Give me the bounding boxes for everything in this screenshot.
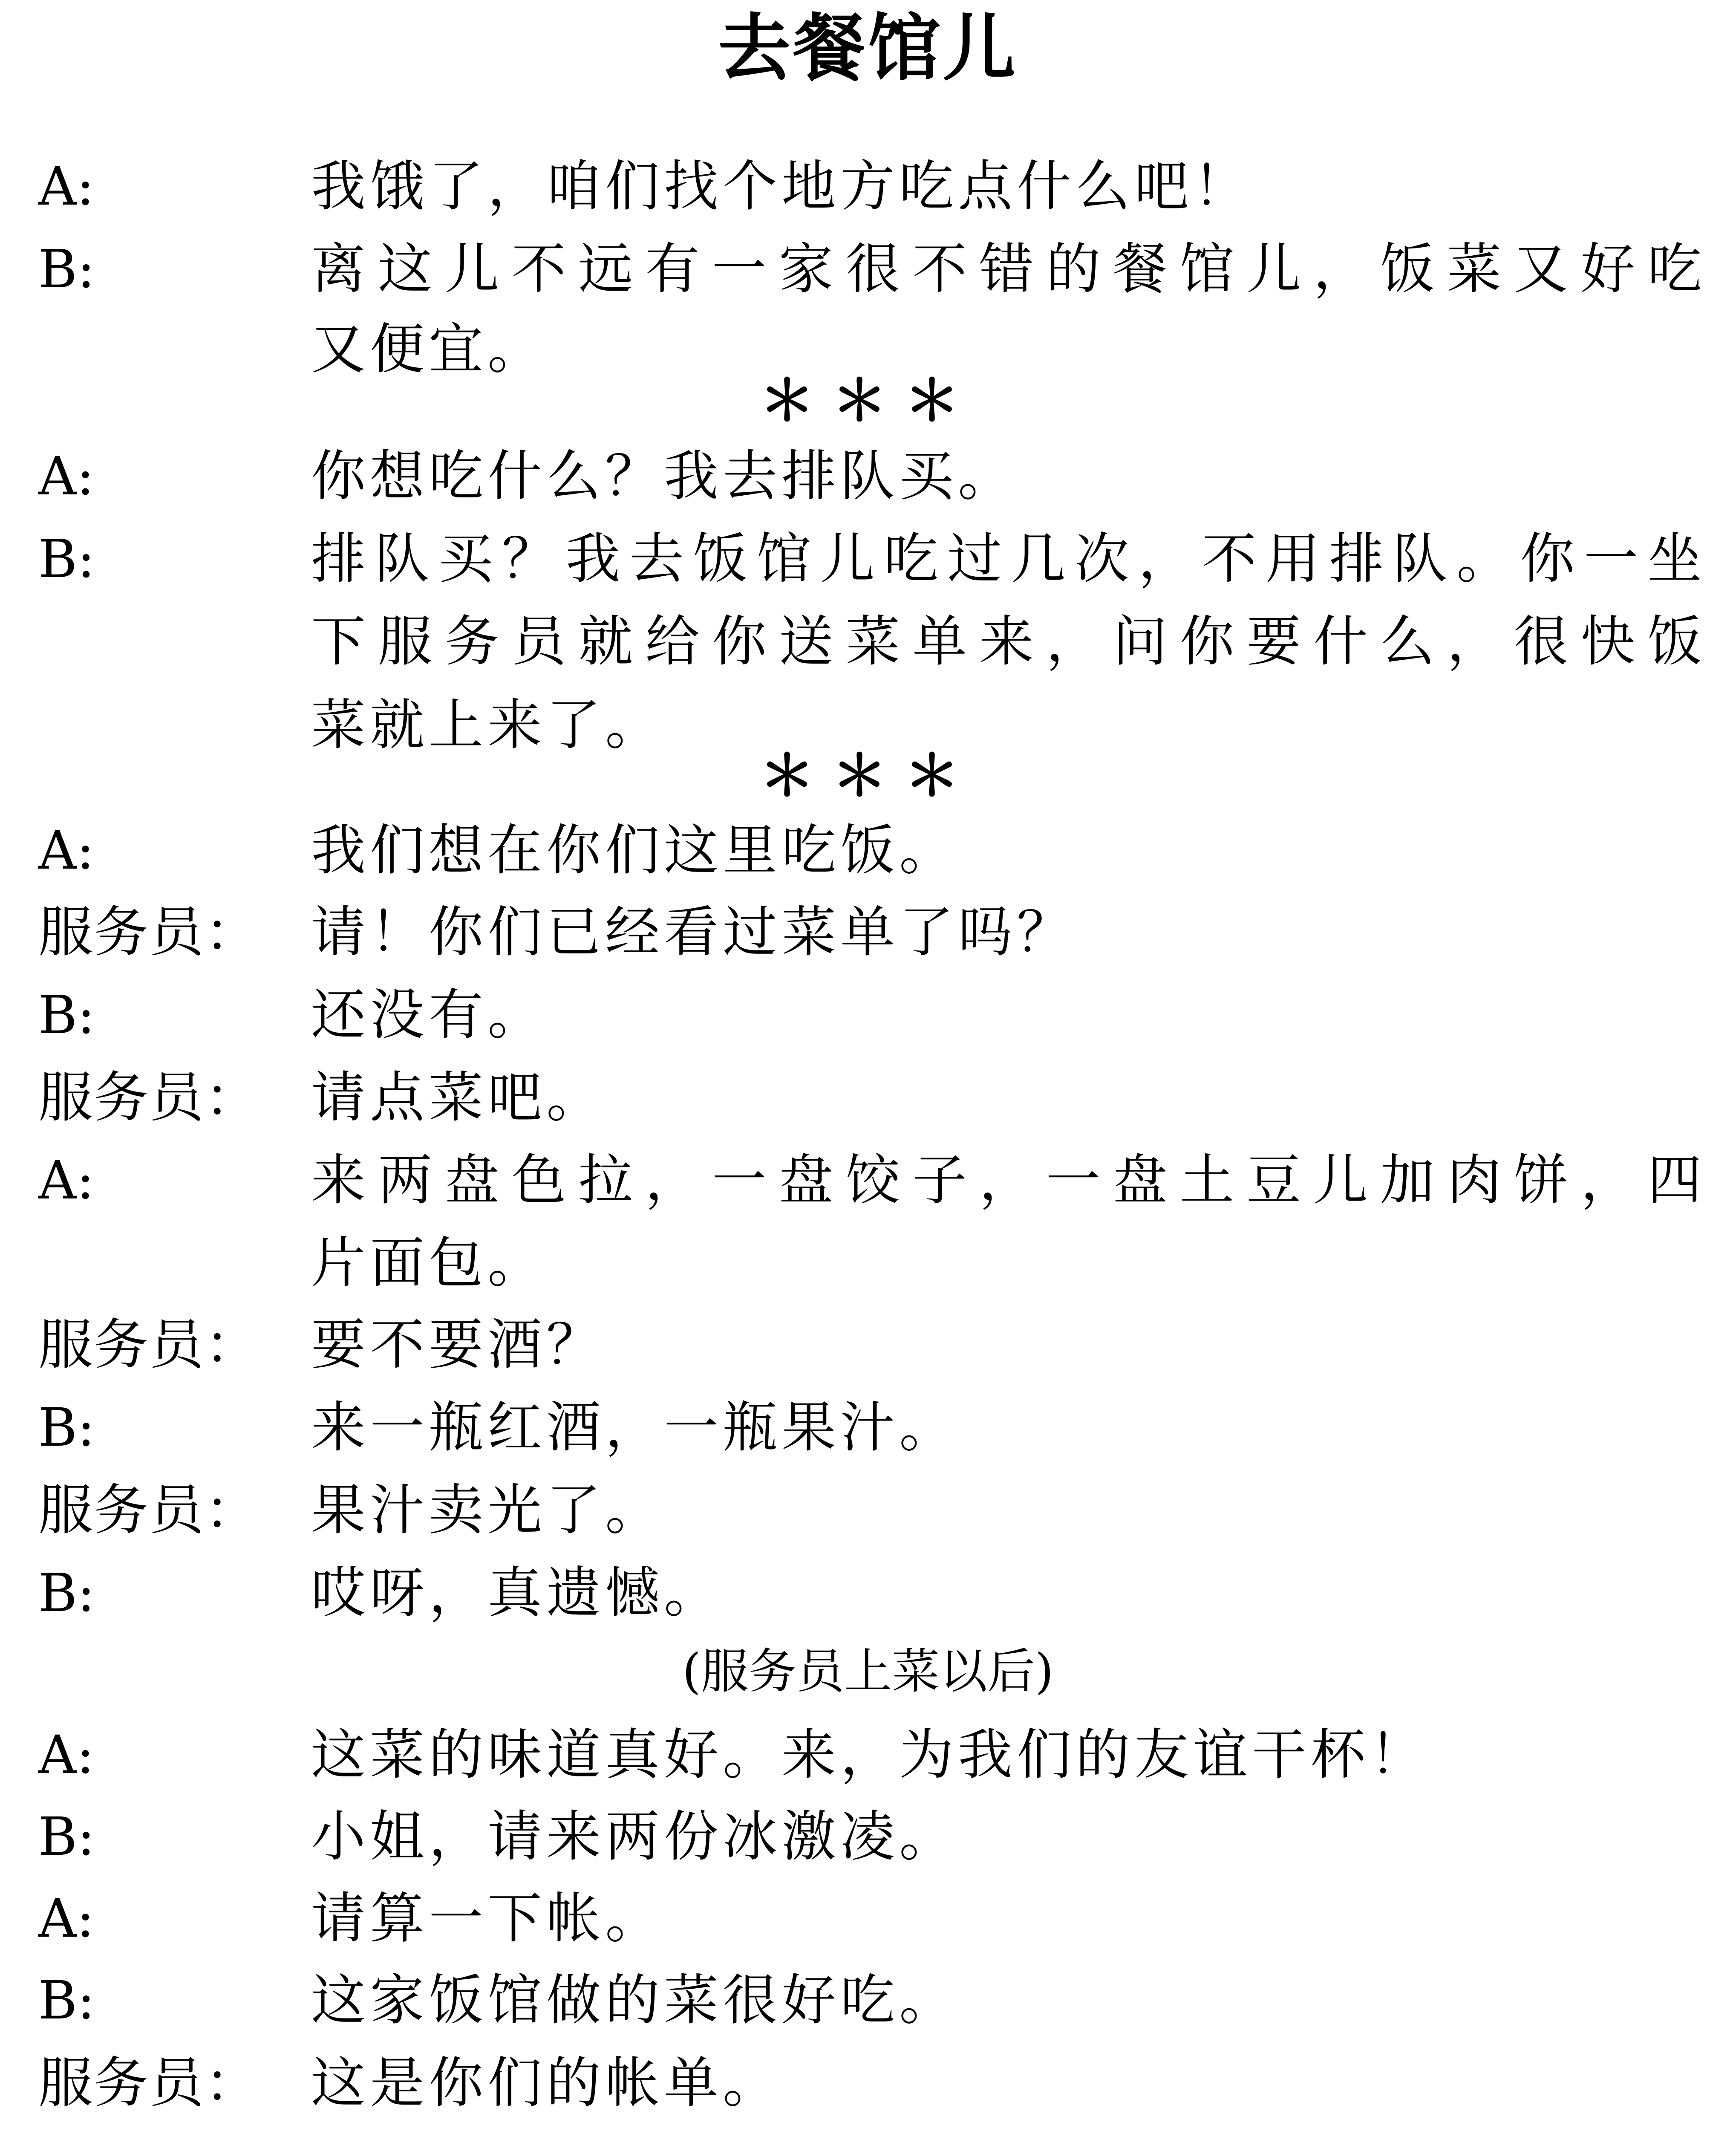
speaker-label bbox=[38, 2123, 94, 2131]
dialogue-line bbox=[0, 1877, 1736, 1961]
dialogue-text: 还没有。 bbox=[311, 983, 547, 1047]
dialogue-line bbox=[0, 1551, 1736, 1635]
dialogue-line-continued bbox=[0, 600, 1736, 684]
dialogue-text: 菜就上来了。 bbox=[311, 693, 664, 757]
dialogue-text: 请！你们已经看过菜单了吗？ bbox=[311, 901, 1076, 964]
dialogue-text: 请点菜吧。 bbox=[311, 1066, 606, 1129]
dialogue-text: 果汁卖光了。 bbox=[311, 1478, 664, 1542]
dialogue-line bbox=[0, 2041, 1736, 2125]
speaker-label: A: bbox=[38, 1888, 95, 1949]
speaker-label: 服务员： bbox=[38, 901, 260, 964]
page-title: 去餐馆儿 bbox=[718, 6, 1018, 91]
speaker-label: A: bbox=[38, 156, 95, 217]
speaker-label: A: bbox=[38, 1150, 95, 1211]
section-separator: ＊＊＊ bbox=[759, 368, 977, 433]
dialogue-text: 离这儿不远有一家很不错的餐馆儿，饭菜又好吃 bbox=[311, 237, 1702, 301]
dialogue-text: 小姐，请来两份冰激凌。 bbox=[311, 1805, 958, 1868]
dialogue-line bbox=[0, 435, 1736, 518]
dialogue-text: 片面包。 bbox=[311, 1231, 547, 1295]
dialogue-line bbox=[0, 517, 1736, 601]
dialogue-text: 你想吃什么？我去排队买。 bbox=[311, 445, 1017, 508]
dialogue-line bbox=[0, 145, 1736, 228]
dialogue-text: 这菜的味道真好。来，为我们的友谊干杯！ bbox=[311, 1723, 1429, 1787]
dialogue-text: 我饿了，咱们找个地方吃点什么吧！ bbox=[311, 155, 1252, 218]
dialogue-line bbox=[0, 1139, 1736, 1222]
dialogue-line bbox=[0, 1959, 1736, 2042]
dialogue-line bbox=[0, 809, 1736, 892]
dialogue-line bbox=[0, 1303, 1736, 1387]
dialogue-text: 又便宜。 bbox=[311, 318, 547, 381]
speaker-label: B: bbox=[38, 1397, 95, 1458]
dialogue-line bbox=[0, 891, 1736, 974]
section-separator: ＊＊＊ bbox=[759, 743, 977, 808]
dialogue-line bbox=[0, 1056, 1736, 1140]
speaker-label: B: bbox=[38, 1806, 95, 1868]
dialogue-text: 请算一下帐。 bbox=[311, 1887, 664, 1950]
speaker-label: B: bbox=[38, 985, 95, 1046]
dialogue-text: 要不要酒？ bbox=[311, 1313, 606, 1377]
dialogue-text: 哎呀，真遗憾。 bbox=[311, 1561, 723, 1625]
dialogue-line bbox=[0, 228, 1736, 311]
dialogue-line bbox=[0, 1795, 1736, 1879]
speaker-label: B: bbox=[38, 1970, 95, 2031]
dialogue-line bbox=[0, 1713, 1736, 1797]
dialogue-text: 下服务员就给你送菜单来，问你要什么，很快饭 bbox=[311, 610, 1702, 673]
speaker-label: A: bbox=[38, 820, 95, 881]
dialogue-line bbox=[0, 973, 1736, 1057]
speaker-label: A: bbox=[38, 446, 95, 507]
speaker-label: B: bbox=[38, 528, 95, 590]
stage-direction: (服务员上菜以后) bbox=[682, 1644, 1054, 1699]
speaker-label: 服务员： bbox=[38, 2051, 260, 2115]
dialogue-text: 排队买？我去饭馆儿吃过几次，不用排队。你一坐 bbox=[311, 527, 1702, 591]
speaker-label: 服务员： bbox=[38, 1313, 260, 1377]
dialogue-line bbox=[0, 1386, 1736, 1470]
dialogue-line bbox=[0, 2123, 1736, 2131]
dialogue-text bbox=[311, 2123, 1702, 2131]
dialogue-text: 来一瓶红酒，一瓶果汁。 bbox=[311, 1396, 958, 1459]
dialogue-line bbox=[0, 1469, 1736, 1552]
dialogue-text: 我们想在你们这里吃饭。 bbox=[311, 819, 958, 882]
dialogue-text: 这是你们的帐单。 bbox=[311, 2051, 782, 2115]
speaker-label: B: bbox=[38, 1562, 95, 1624]
speaker-label: 服务员： bbox=[38, 1478, 260, 1542]
speaker-label: 服务员： bbox=[38, 1066, 260, 1129]
speaker-label: A: bbox=[38, 1724, 95, 1786]
dialogue-text: 这家饭馆做的菜很好吃。 bbox=[311, 1969, 958, 2032]
dialogue-line-continued bbox=[0, 1221, 1736, 1305]
speaker-label: B: bbox=[38, 239, 95, 300]
dialogue-text: 来两盘色拉，一盘饺子，一盘土豆儿加肉饼，四 bbox=[311, 1149, 1702, 1212]
